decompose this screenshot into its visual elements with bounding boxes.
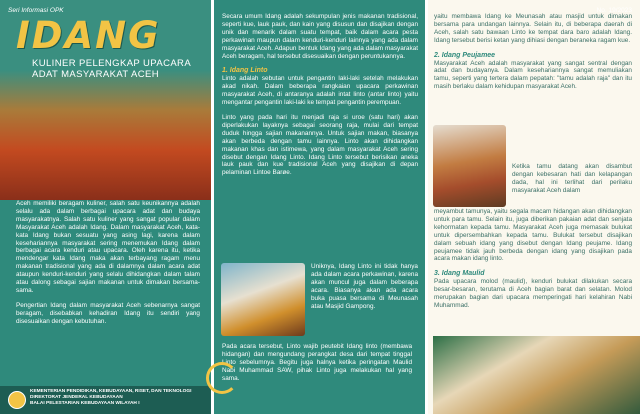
right-text [434,13,632,98]
maulid-photo [433,336,640,414]
ministry-logo-icon [8,391,26,409]
series-label: Seri Informasi OPK [8,7,64,14]
footer-institution [30,389,206,407]
section-heading: 1. Idang Linto [222,67,268,75]
paragraph: Pada upacara molod (maulid), kenduri bulukat dilakukan secara besar-besaran, terutama di Aceh bagian barat dan selatan. Molod merupakan bagian dari upacara memperingati hari kelahiran Nabi Muhammad. [434,278,632,309]
paragraph: Secara umum Idang adalah sekumpulan jenis makanan tradisional, seperti kue, lauk pauk, dan kain yang disusun dan disajikan dengan unik dan menarik dalam suatu tempat, baik dalam acara pesta perkawinan maupun dalam kenduri-kenduri lainnya yang ada dalam masyarakat Aceh. Adapun bentuk Idang yang ada dalam masyarakat Aceh beragam, hal tersebut disesuaikan dengan peruntukannya. [222,13,418,60]
panel-divider [211,0,214,414]
page-subtitle: KULINER PELENGKAP UPACARA ADAT MASYARAKAT ACEH [32,58,191,80]
idang-peujamee-photo [433,125,506,207]
paragraph: Pada acara tersebut, Linto wajib peutebit Idang linto (membawa hidangan) dan mengundang perangkat desa dari tempat tinggal Linto sebelumnya. Begitu juga halnya ketika peringatan Maulid Nabi Muhammad SAW, pihak Linto juga melakukan hal yang sama. [222,343,412,382]
section-heading: 2. Idang Peujamee [434,51,496,59]
section-heading: 3. Idang Maulid [434,270,485,278]
paragraph: Pengertian Idang dalam masyarakat Aceh sebenarnya sangat beragam, disebabkan kehadiran Idang itu sendiri yang disesuaikan dengan kebutuhan. [16,301,200,325]
idang-linto-photo [221,263,305,336]
footer-line: BALAI PELESTARIAN KEBUDAYAAN WILAYAH I [30,401,140,406]
intro-text [16,200,200,333]
right-text-continued [434,208,632,310]
paragraph: Aceh memiliki beragam kuliner, salah satu keunikannya adalah selalu ada dalam berbagai upacara adat dan budaya masyarakatnya. Salah satu kuliner yang sangat popular dalam Masyarakat Aceh adalah Idang. Dalam masyarakat Aceh, kata-kata Idang bukan sesuatu yang asing lagi, karena dalam kesehariannya masyarakat sering menemukan Idang dalam berbagai acara kenduri atau upacara. Oleh karena itu, ketika mendengar kata Idang maka akan terbayang ragam menu makanan tradisional yang ada di dalamnya dalam acara adat ataupun kenduri-kenduri yang selalu dihidangkan dalam talam atau dalong sebagai sajian makanan untuk dimakan bersama-sama. [16,200,200,294]
issue-number: No. 19/2023 [596,7,632,14]
footer-line: DIREKTORAT JENDERAL KEBUDAYAAN [30,395,123,400]
middle-text [222,13,418,184]
paragraph: Uniknya, Idang Linto ini tidak hanya ada dalam acara perkawinan, karena akan muncul juga dalam beberapa acara. Biasanya akan ada acara buka puasa bersama di Meunasah atau Masjid Gampong. [311,263,418,310]
page-title: IDANG [16,14,161,57]
paragraph: Linto yang pada hari itu menjadi raja si uroe (satu hari) akan diperlakukan layaknya sebagai seorang raja, mulai dari tempat duduk hingga sajian makanannya. Untuk sajian makan, biasanya akan berbeda dengan tamu lainnya. Linto akan dihidangkan makanan khas dan istimewa, yang dalam masyarakat Aceh sering disebut dengan Idang Linto. Idang Linto tersebut berisikan aneka lauk pauk dan kue tradisional Aceh yang disajikan di depan pelaminan Lintoe Barøe. [222,113,418,177]
paragraph: Masyarakat Aceh adalah masyarakat yang sangat sentral dengan adat dan budayanya. Dalam kesehariannya sangat memuliakan tamu, seperti yang tertera dalam pepatah: "tamu adalah raja" dan itu masih berlaku dalam kehidupan masyarakat Aceh. [434,59,632,91]
paragraph: meyambut tamunya, yaitu segala macam hidangan akan dihidangkan untuk para tamu. Selain itu, juga diberikan pakaian adat dan senjata kehormatan kepada tamu. Masyarakat Aceh juga memasak bulukat untuk dipersembahkan kepada tamu. Bulukat tersebut disajikan dalam sebuah idang yang disebut dengan Idang peujame. Idang peujamee tidak jauh berbeda dengan idang yang disajikan pada acara makan idang linto. [434,208,632,263]
panel-divider [425,0,428,414]
ornament-spiral-icon [206,362,238,394]
paragraph: Linto adalah sebutan untuk pengantin laki-laki setelah melakukan akad nikah. Dalam beberapa rangkaian upacara perkawinan masyarakat Aceh, di antaranya adalah intat linto (antar linto) yaitu mengantar pengantin laki-laki ke tempat pengantin perempuan. [222,75,418,107]
paragraph: Ketika tamu datang akan disambut dengan kebesaran hati dan kelapangan dada, hal ini terlihat dari perilaku masyarakat Aceh dalam [512,163,632,194]
footer-line: KEMENTERIAN PENDIDIKAN, KEBUDAYAAN, RISET, DAN TEKNOLOGI [30,389,192,394]
paragraph: yaitu membawa Idang ke Meunasah atau masjid untuk dimakan bersama para undangan lainnya. Selain itu, di beberapa daerah di Aceh, salah satu bawaan Linto ke tempat dara baro adalah Idang. Idang tersebut berisi ketan yang dihiasi dengan beraneka ragam kue. [434,13,632,44]
